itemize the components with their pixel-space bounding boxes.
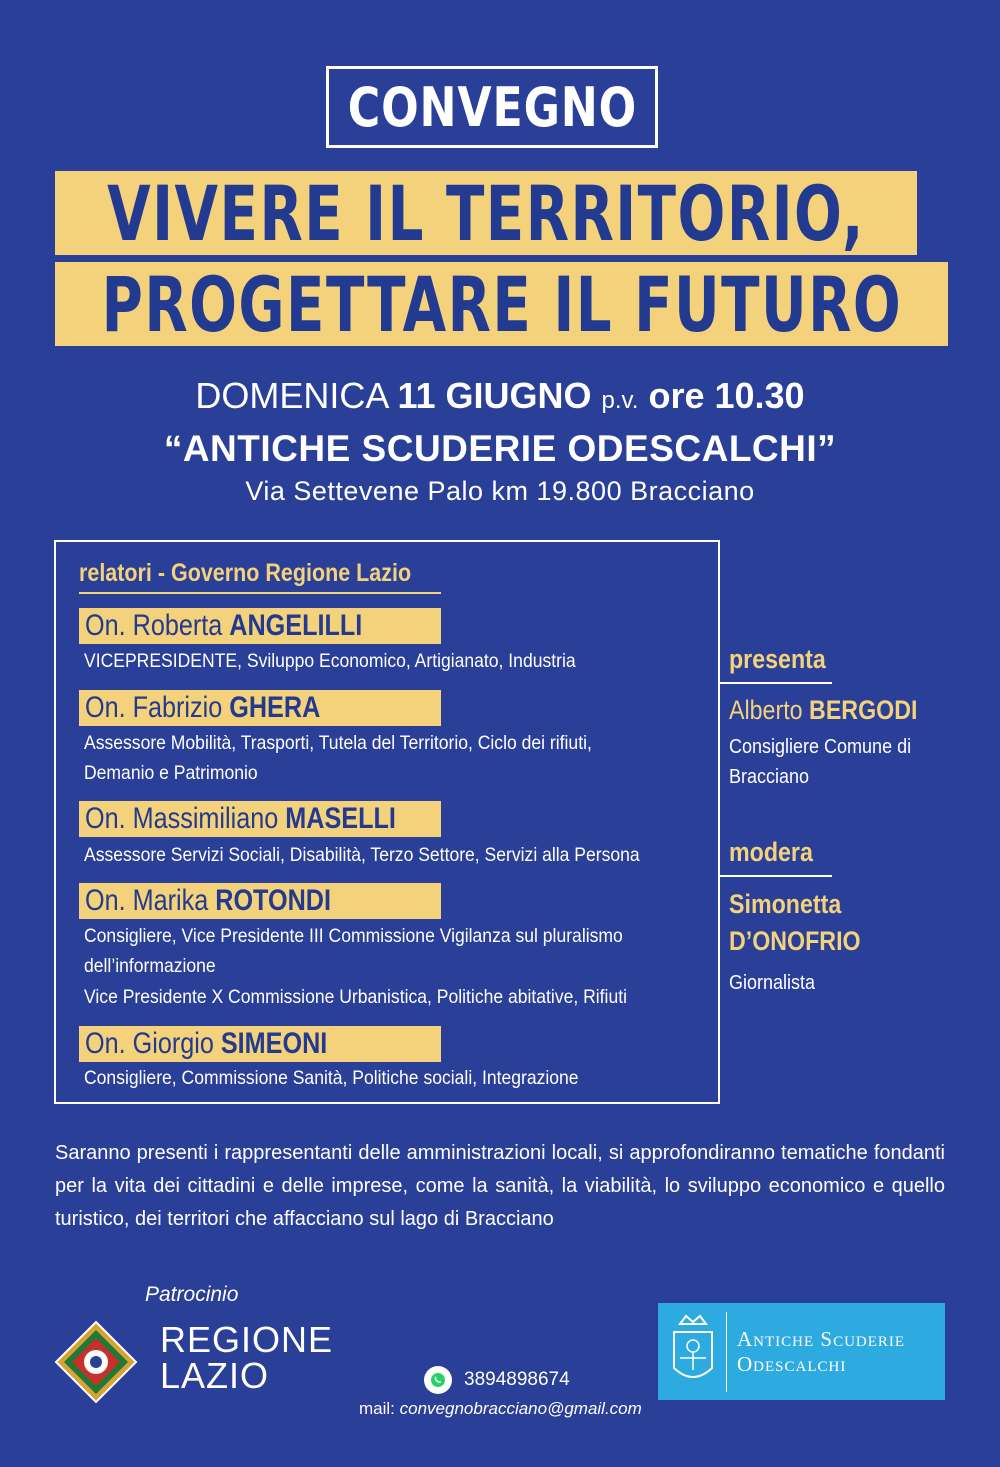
speakers-heading-underline: [79, 592, 441, 594]
speaker-name-rotondi: [79, 883, 441, 919]
presenter-desc-line1: Consigliere Comune di: [729, 736, 912, 758]
regione-line2: LAZIO: [160, 1355, 270, 1396]
speaker-role: Vice Presidente X Commissione Urbanistica, Politiche abitative, Rifiuti: [84, 986, 627, 1008]
title-line-1-text: VIVERE IL TERRITORIO,: [107, 168, 865, 258]
presenter-name: [729, 692, 917, 729]
contact-mail: [359, 1399, 642, 1419]
regione-lazio-crest-icon: [54, 1320, 138, 1404]
mail-label: mail:: [359, 1399, 395, 1418]
contact-phone: [424, 1366, 570, 1394]
venue-logo-line1: Antiche Scuderie: [737, 1326, 906, 1351]
venue-logo-name: [737, 1327, 905, 1377]
event-date-value: 11 GIUGNO: [397, 375, 592, 416]
speaker-role: Assessore Servizi Sociali, Disabilità, Terzo Settore, Servizi alla Persona: [84, 844, 640, 866]
convegno-badge: [326, 66, 658, 148]
moderator-name: [729, 886, 861, 960]
moderator-divider: [720, 875, 832, 877]
presenter-desc-line2: Bracciano: [729, 766, 810, 788]
speaker-name-ghera: [79, 690, 441, 726]
title-line-1: [55, 168, 917, 258]
event-time: ore 10.30: [648, 375, 805, 416]
speaker-title: On. Fabrizio: [85, 691, 223, 724]
odescalchi-crest-icon: [666, 1312, 720, 1392]
moderator-surname: D’ONOFRIO: [729, 926, 861, 956]
speaker-role: Assessore Mobilità, Trasporti, Tutela del Territorio, Ciclo dei rifiuti,: [84, 732, 592, 754]
presenter-surname: BERGODI: [809, 695, 918, 725]
speaker-role: VICEPRESIDENTE, Sviluppo Economico, Artigianato, Industria: [84, 650, 576, 672]
convegno-label: CONVEGNO: [347, 75, 637, 139]
speaker-title: On. Giorgio: [85, 1027, 214, 1060]
speaker-surname: SIMEONI: [220, 1027, 328, 1060]
presenter-first-name: Alberto: [729, 695, 803, 725]
speaker-name-angelilli: [79, 608, 441, 644]
speaker-surname: MASELLI: [285, 802, 396, 835]
presenter-desc: [729, 732, 945, 792]
title-line-2-text: PROGETTARE IL FUTURO: [101, 259, 902, 349]
speaker-surname: ROTONDI: [215, 884, 332, 917]
moderator-label: modera: [729, 837, 813, 867]
speaker-role: Consigliere, Vice Presidente III Commissione Vigilanza sul pluralismo: [84, 925, 623, 947]
presenter-divider: [720, 682, 832, 684]
mail-address[interactable]: convegnobracciano@gmail.com: [399, 1399, 642, 1418]
speaker-name-maselli: [79, 801, 441, 837]
speaker-title: On. Marika: [85, 884, 209, 917]
event-date: [0, 375, 1000, 417]
event-venue: “ANTICHE SCUDERIE ODESCALCHI”: [163, 428, 837, 469]
speaker-title: On. Massimiliano: [85, 802, 279, 835]
event-summary: Saranno presenti i rappresentanti delle amministrazioni locali, si approfondiranno tematiche fondanti per la vita dei cittadini e delle imprese, come la sanità, la viabilità, lo sviluppo economico e quello turistico, dei territori che affacciano sul lago di Bracciano: [55, 1142, 945, 1230]
speaker-title: On. Roberta: [85, 609, 223, 642]
phone-number[interactable]: 3894898674: [464, 1369, 570, 1390]
presenter-label: presenta: [729, 644, 826, 674]
event-day: DOMENICA: [195, 375, 388, 416]
speaker-role: Demanio e Patrimonio: [84, 762, 258, 784]
patrocinio-label: Patrocinio: [145, 1283, 239, 1306]
moderator-desc: Giornalista: [729, 972, 816, 994]
venue-logo-line2: Odescalchi: [737, 1351, 847, 1376]
speaker-role: dell’informazione: [84, 955, 216, 977]
speaker-role: Consigliere, Commissione Sanità, Politiche sociali, Integrazione: [84, 1067, 579, 1089]
event-address: Via Settevene Palo km 19.800 Bracciano: [245, 476, 755, 506]
speaker-name-simeoni: [79, 1026, 441, 1062]
venue-logo-divider: [726, 1312, 727, 1392]
moderator-first-name: Simonetta: [729, 889, 842, 919]
title-line-2: [55, 259, 948, 349]
regione-line1: REGIONE: [160, 1319, 334, 1360]
speaker-surname: ANGELILLI: [229, 609, 363, 642]
speaker-surname: GHERA: [229, 691, 321, 724]
speakers-heading: relatori - Governo Regione Lazio: [79, 559, 412, 587]
odescalchi-logo: [658, 1303, 945, 1400]
whatsapp-icon: [424, 1366, 452, 1394]
regione-lazio-name: [160, 1319, 334, 1396]
event-pv: p.v.: [601, 387, 639, 414]
